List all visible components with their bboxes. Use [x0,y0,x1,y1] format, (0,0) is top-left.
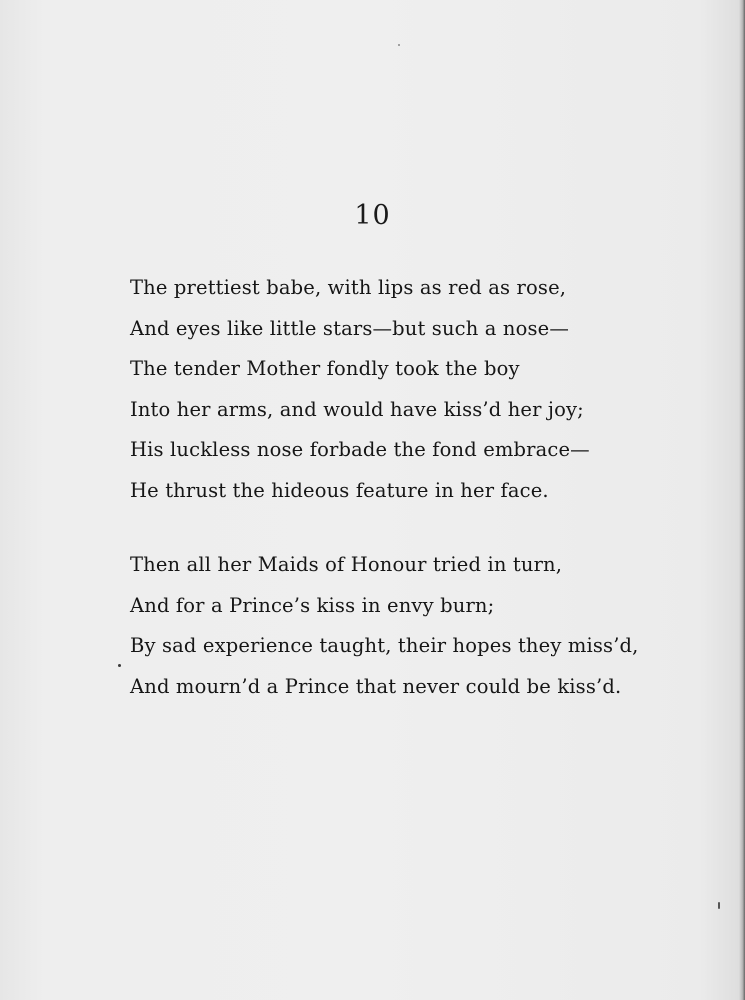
page-edge-shadow [739,0,745,1000]
paper-speck [118,664,121,667]
verse-line: By sad experience taught, their hopes they miss’d, [130,634,639,658]
paper-speck [718,902,720,909]
verse-line: And for a Prince’s kiss in envy burn; [130,593,495,617]
paper-speck [398,44,400,46]
verse-line: He thrust the hideous feature in her face. [130,478,549,502]
page-number: 10 [354,200,391,231]
verse-line: His luckless nose forbade the fond embrace— [130,438,590,462]
stanza-1 [130,268,590,512]
verse-line: Then all her Maids of Honour tried in turn, [130,553,563,576]
verse-line: Into her arms, and would have kiss’d her joy; [130,397,584,421]
stanza-2 [130,545,639,707]
verse-line: The prettiest babe, with lips as red as rose, [130,276,567,299]
verse-line: And eyes like little stars—but such a nose— [130,316,570,340]
verse-line: The tender Mother fondly took the boy [130,357,520,381]
verse-line: And mourn’d a Prince that never could be kiss’d. [130,674,622,698]
